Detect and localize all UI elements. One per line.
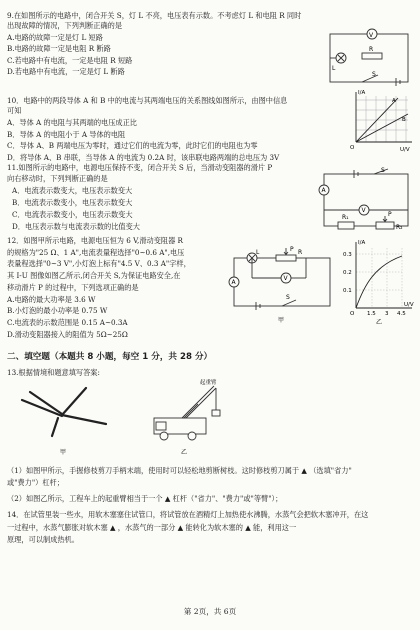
q10-iu-graph — [342, 88, 416, 156]
q12-ammeter-label: A — [231, 279, 236, 286]
q13-caption-jia: 甲 — [60, 449, 67, 456]
q13-part2-blank[interactable]: ▲ — [164, 494, 171, 503]
q11-stem-line2: 向右移动时，下列判断正确的是 — [7, 174, 108, 183]
q10-series-b-label: B — [402, 117, 406, 123]
q11-option-a: A．电流表示数变大，电压表示数变大 — [12, 186, 133, 195]
q14-line3: 原理，可以制成热机。 — [7, 535, 79, 544]
q12-lamp-label: L — [256, 249, 260, 256]
q12-stem-line2: 的规格为"25 Ω、1 A",电流表量程选择"0~0.6 A",电压 — [7, 248, 185, 257]
q12-stem-line3: 表量程选择"0~3 V",小灯泡上标有"4.5 V、0.3 A"字样， — [7, 259, 191, 268]
q9-option-a: A.电路的故障一定是灯 L 短路 — [7, 33, 103, 42]
q12-graph-x-tick-15: 1.5 — [367, 311, 376, 317]
q12-graph-origin: O — [350, 311, 355, 317]
q13-part1-line2: 或"费力"）杠杆； — [7, 478, 64, 487]
q12-graph-x-label: U/V — [404, 302, 414, 308]
q14-text-4: 能，利用这一 — [253, 523, 297, 532]
q12-option-a: A.电路的最大功率是 3.6 W — [7, 295, 96, 304]
q11-ammeter-label: A — [321, 187, 326, 194]
q13-caption-yi: 乙 — [181, 449, 188, 456]
q11-switch-label: S — [381, 167, 385, 174]
q10-option-c: C．导体 A、B 两端电压为零时，通过它们的电流为零，此时它们的电阻也为零 — [7, 141, 258, 150]
q12-voltmeter-label: V — [283, 275, 288, 282]
q13-part1-blank[interactable]: ▲ — [301, 466, 307, 475]
q10-option-b: B．导体 A 的电阻小于 A 导体的电阻 — [7, 130, 126, 139]
q13-part1-line1 — [7, 466, 352, 475]
q9-stem-line2: 出现故障的情况，下列判断正确的是 — [7, 21, 123, 30]
q11-option-b: B．电流表示数变小，电压表示数变大 — [12, 198, 133, 207]
q10-stem-line2: 可知 — [7, 106, 22, 115]
q13-part2-text: （2）如图乙所示，工程车上的起重臂相当于一个 — [7, 494, 163, 503]
q12-graph-y-tick-01: 0.1 — [343, 288, 352, 294]
q12-graph-x-tick-3: 3 — [385, 311, 389, 317]
q11-voltmeter-label: V — [361, 207, 366, 214]
q11-option-c: C．电流表示数变小，电压表示数变大 — [12, 210, 133, 219]
q12-graph-y-label: I/A — [358, 240, 366, 246]
q12-graph-x-tick-45: 4.5 — [397, 311, 406, 317]
q12-option-c: C.电流表的示数范围是 0.15 A~0.3A — [7, 318, 128, 327]
section2-title: 二、填空题（本题共 8 小题，每空 1 分，共 28 分） — [7, 352, 213, 362]
q13-part2-line — [7, 494, 282, 503]
q12-stem-line4: 其 I-U 图像如图乙所示,闭合开关 S,为保证电路安全,在 — [7, 271, 181, 280]
q13-part2-choices: 杠杆（"省力"、"费力"或"等臂"）； — [172, 494, 283, 503]
q13-part1-text: （1）如图甲所示，手握修枝剪刀手柄末端，使用时可以轻松地剪断树枝。这时修枝剪刀属于 — [7, 466, 300, 475]
q12-stem-line1: 12．如图甲所示电路，电源电压恒为 6 V,滑动变阻器 R — [7, 236, 183, 245]
q13-stem: 13.根据情境和题意填写答案: — [7, 368, 100, 377]
q13-crane-arm-label: 起重臂 — [200, 380, 217, 386]
q9-option-b: B.电路的故障一定是电阻 R 断路 — [7, 44, 111, 53]
q12-graph-y-tick-03: 0.3 — [343, 252, 352, 258]
q10-x-axis-label: U/V — [400, 147, 410, 153]
q10-origin-label: O — [350, 145, 355, 151]
q12-option-d: D.滑动变阻器接入的阻值为 5Ω~25Ω — [7, 330, 128, 339]
q14-line2 — [7, 523, 296, 532]
q9-option-d: D.若电路中有电流，一定是灯 L 断路 — [7, 67, 125, 76]
q10-series-a-label: A — [392, 98, 396, 104]
q9-lamp-label: L — [332, 65, 336, 72]
q12-stem-line5: 移动滑片 P 的过程中，下列选项正确的是 — [7, 283, 139, 292]
q9-voltmeter-label: V — [369, 32, 374, 39]
q9-option-c: C.若电路中有电流，一定是电阻 R 短路 — [7, 56, 133, 65]
q11-stem-line1: 11.如图所示的电路中，电源电压保持不变，闭合开关 S 后，当滑动变阻器的滑片 P — [7, 163, 273, 172]
q12-iu-curve — [356, 256, 402, 308]
q10-option-a: A．导体 A 的电阻与其两端的电压成正比 — [7, 118, 137, 127]
q12-iu-graph-yi — [340, 236, 416, 326]
q12-caption-yi: 乙 — [376, 319, 383, 326]
q11-option-d: D．电压表示数与电流表示数的比值变大 — [12, 222, 140, 231]
q10-stem-line1: 10．电路中的两段导体 A 和 B 中的电流与其两端电压的关系图线如图所示，由图中信息 — [7, 96, 288, 105]
q13-crane-truck-figure — [146, 378, 236, 458]
q11-circuit-diagram — [314, 164, 416, 236]
page-footer: 第 2页，共 6页 — [183, 607, 237, 616]
q14-blank-3[interactable]: ▲ — [245, 523, 251, 532]
q14-blank-1[interactable]: ▲ — [109, 523, 116, 532]
q12-slider-label: P — [290, 246, 294, 253]
q12-graph-y-tick-02: 0.2 — [343, 270, 352, 276]
q11-r1-label: R₁ — [342, 214, 349, 221]
q12-caption-jia: 甲 — [278, 317, 285, 324]
q14-text-3: 能转化为软木塞的 — [185, 523, 243, 532]
q14-line1: 14．在试管里装一些水，用软木塞塞住试管口，将试管放在酒精灯上加热使水沸腾，水蒸气会把软木塞冲开，在这 — [7, 510, 369, 519]
q14-text-1: 一过程中，水蒸气膨胀对软木塞 — [7, 523, 108, 532]
q10-y-axis-label: I/A — [358, 90, 366, 96]
q12-option-b: B.小灯泡的最小功率是 0.75 W — [7, 306, 108, 315]
q14-blank-2[interactable]: ▲ — [177, 523, 184, 532]
q11-slider-label: P — [388, 211, 392, 218]
q9-circuit-diagram — [322, 20, 416, 90]
q9-stem-line1: 9.在如图所示的电路中，闭合开关 S，灯 L 不亮，电压表有示数。不考虑灯 L 和电阻 R 同时 — [7, 11, 302, 20]
q12-rheostat-label: R — [298, 249, 303, 256]
q10-line-b — [356, 114, 408, 142]
q9-resistor-label: R — [369, 46, 374, 53]
q13-part1-choices: （选填"省力" — [309, 466, 352, 475]
q12-switch-label: S — [286, 294, 290, 301]
q13-pruning-shears-figure — [10, 380, 120, 458]
q12-circuit-jia — [226, 246, 336, 326]
q9-switch-label: S — [372, 71, 376, 78]
q10-option-d: D．将导体 A、B 串联，当导体 A 的电流为 0.2A 时，该串联电路两端的总电压为 3V — [7, 153, 280, 162]
q14-text-2: ，水蒸气的一部分 — [117, 523, 176, 532]
q11-r2-label: R₂ — [396, 224, 403, 231]
